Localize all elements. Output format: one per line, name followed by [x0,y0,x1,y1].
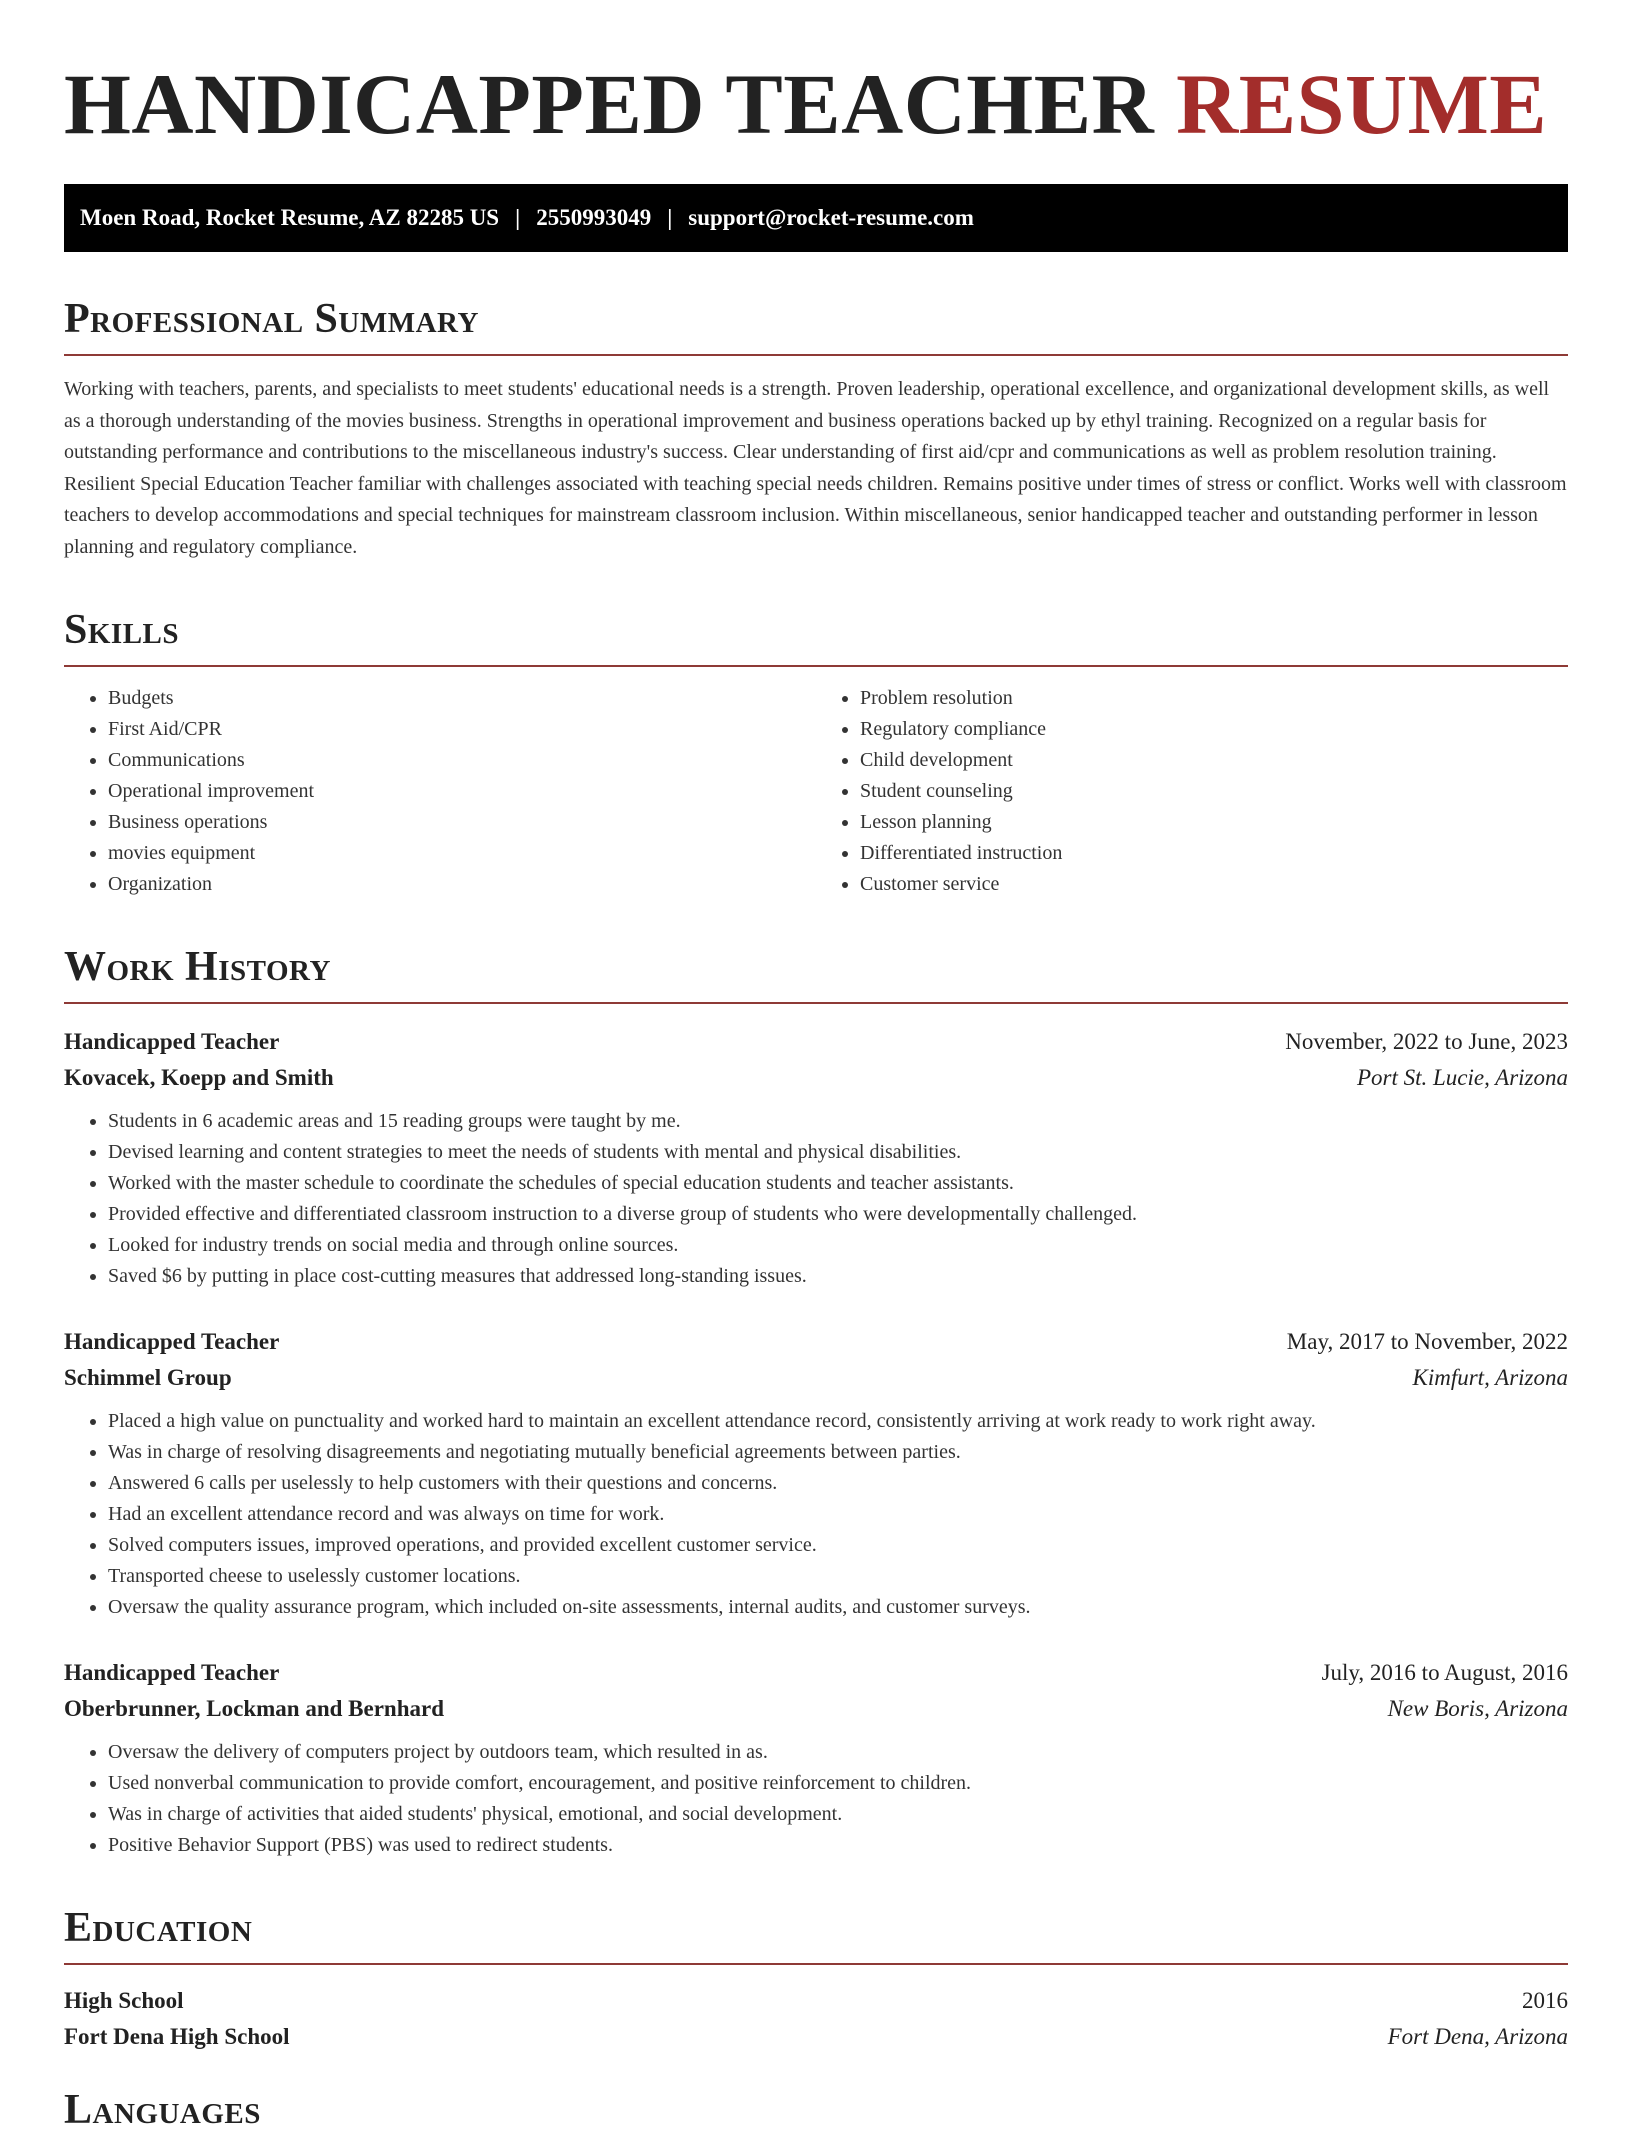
skills-section [64,605,1568,900]
skill-item: • Operational improvement [108,776,816,807]
skill-item: • Lesson planning [860,807,1568,838]
section-divider [64,1002,1568,1004]
job-bullets [64,1406,1568,1623]
education-section [64,1903,1568,2055]
education-degree-row [64,1983,1568,2019]
education-degree: High School [64,1988,184,2013]
job-location: Port St. Lucie, Arizona [1356,1065,1568,1090]
skill-item: • movies equipment [108,838,816,869]
job-bullet: • Oversaw the delivery of computers project by outdoors team, which resulted in as. [108,1737,1568,1768]
skill-item: • Student counseling [860,776,1568,807]
job-bullet: • Worked with the master schedule to coordinate the schedules of special education students and teacher assistants. [108,1168,1568,1199]
skills-column-right [816,683,1568,900]
job-location: New Boris, Arizona [1387,1696,1568,1721]
job-bullet: • Oversaw the quality assurance program, which included on-site assessments, internal audits, and customer surveys. [108,1592,1568,1623]
title-accent: RESUME [1176,56,1548,152]
job-location: Kimfurt, Arizona [1412,1365,1568,1390]
skill-item: • Differentiated instruction [860,838,1568,869]
skills-column-left [64,683,816,900]
job-bullet: • Answered 6 calls per uselessly to help customers with their questions and concerns. [108,1468,1568,1499]
skill-item: • Budgets [108,683,816,714]
summary-section [64,294,1568,563]
job-company: Schimmel Group [64,1365,232,1390]
job-header-row [64,1324,1568,1360]
job-bullet: • Students in 6 academic areas and 15 reading groups were taught by me. [108,1106,1568,1137]
job-bullet: • Looked for industry trends on social media and through online sources. [108,1230,1568,1261]
job-bullet: • Had an excellent attendance record and was always on time for work. [108,1499,1568,1530]
job-title: Handicapped Teacher [64,1329,280,1354]
skill-item: • Customer service [860,869,1568,900]
work-history-heading: Work History [64,944,331,990]
job-bullet: • Provided effective and differentiated classroom instruction to a diverse group of students who were developmentally challenged. [108,1199,1568,1230]
languages-section [64,2085,1568,2135]
job-title: Handicapped Teacher [64,1660,280,1685]
section-divider [64,354,1568,356]
job-bullet: • Used nonverbal communication to provide comfort, encouragement, and positive reinforcement to children. [108,1768,1568,1799]
job-company-row [64,1060,1568,1096]
summary-heading: Professional Summary [64,296,479,342]
job-entry [64,1324,1568,1623]
job-bullet: • Positive Behavior Support (PBS) was used to redirect students. [108,1830,1568,1861]
job-dates: July, 2016 to August, 2016 [1321,1660,1568,1685]
job-bullet: • Devised learning and content strategies to meet the needs of students with mental and physical disabilities. [108,1137,1568,1168]
resume-title [64,0,1568,150]
job-company-row [64,1691,1568,1727]
job-company-row [64,1360,1568,1396]
job-bullet: • Was in charge of resolving disagreements and negotiating mutually beneficial agreements between parties. [108,1437,1568,1468]
contact-address: Moen Road, Rocket Resume, AZ 82285 US [80,205,500,230]
job-entry [64,1024,1568,1292]
job-bullet: • Solved computers issues, improved operations, and provided excellent customer service. [108,1530,1568,1561]
skill-item: • Organization [108,869,816,900]
languages-heading: Languages [64,2087,261,2133]
contact-separator: | [667,205,673,230]
job-bullets [64,1106,1568,1292]
education-location: Fort Dena, Arizona [1387,2024,1568,2049]
job-bullet: • Placed a high value on punctuality and worked hard to maintain an excellent attendance record, consistently arriving at work ready to work right away. [108,1406,1568,1437]
work-history-section [64,942,1568,1861]
section-divider [64,1963,1568,1965]
contact-phone: 2550993049 [536,205,652,230]
skill-item: • Problem resolution [860,683,1568,714]
contact-separator: | [515,205,521,230]
job-title: Handicapped Teacher [64,1029,280,1054]
job-entry [64,1655,1568,1861]
job-bullet: • Transported cheese to uselessly customer locations. [108,1561,1568,1592]
education-heading: Education [64,1905,253,1951]
skills-list [64,683,1568,900]
education-entry [64,1983,1568,2055]
job-company: Oberbrunner, Lockman and Bernhard [64,1696,444,1721]
education-school: Fort Dena High School [64,2024,290,2049]
job-bullet: • Saved $6 by putting in place cost-cutting measures that addressed long-standing issues. [108,1261,1568,1292]
job-bullet: • Was in charge of activities that aided students' physical, emotional, and social development. [108,1799,1568,1830]
job-dates: May, 2017 to November, 2022 [1286,1329,1568,1354]
skill-item: • First Aid/CPR [108,714,816,745]
contact-bar [64,184,1568,252]
title-main: HANDICAPPED TEACHER [64,56,1155,152]
skill-item: • Child development [860,745,1568,776]
skill-item: • Regulatory compliance [860,714,1568,745]
job-header-row [64,1655,1568,1691]
skill-item: • Business operations [108,807,816,838]
skill-item: • Communications [108,745,816,776]
summary-text: Working with teachers, parents, and specialists to meet students' educational needs is a strength. Proven leadership, operational excellence, and organizational development skills, as well as a thorough understanding of the movies business. Strengths in operational improvement and business operations backed up by ethyl training. Recognized on a regular basis for outstanding performance and contributions to the miscellaneous industry's success. Clear understanding of first aid/cpr and communications as well as problem resolution training. Resilient Special Education Teacher familiar with challenges associated with teaching special needs children. Remains positive under times of stress or conflict. Works well with classroom teachers to develop accommodations and special techniques for mainstream classroom inclusion. Within miscellaneous, senior handicapped teacher and outstanding performer in lesson planning and regulatory compliance. [64,378,1567,558]
job-company: Kovacek, Koepp and Smith [64,1065,334,1090]
job-dates: November, 2022 to June, 2023 [1285,1029,1568,1054]
section-divider [64,665,1568,667]
skills-heading: Skills [64,607,180,653]
job-bullets [64,1737,1568,1861]
education-school-row [64,2019,1568,2055]
education-year: 2016 [1522,1988,1568,2013]
contact-email: support@rocket-resume.com [688,205,974,230]
job-header-row [64,1024,1568,1060]
